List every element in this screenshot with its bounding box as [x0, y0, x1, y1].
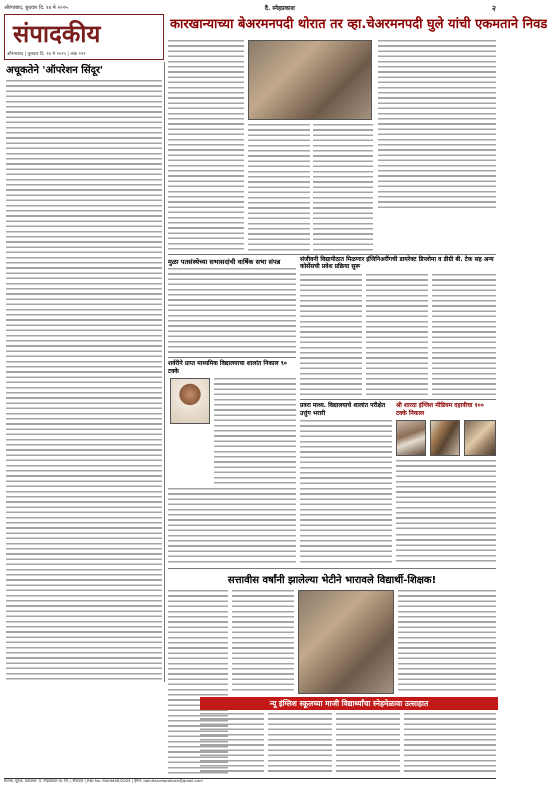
engineering-headline: संजीवनी विद्यापीठात मिळणार इंजिनिअरींगची डायरेक्ट डिप्लोमा व डीग्री बी. टेक सह अन्य कोर्सेसची प्रवेश प्रक्रिया सुरू [300, 256, 494, 270]
news-column-7 [396, 534, 496, 564]
column-divider [164, 62, 165, 682]
society-body [168, 268, 296, 354]
masthead-title: संपादकीय [13, 19, 101, 48]
reunion-body-5 [268, 713, 332, 775]
topper-photo-3 [464, 420, 496, 456]
reunion-banner: न्यू इंग्लिश स्कूलच्या माजी विद्यार्थ्यांचा स्नेहमेळावा उत्साहात [200, 697, 498, 710]
date-line: औरंगाबाद, बुधवार दि. १४ मे २०२५ [4, 5, 68, 11]
reunion-body-6 [336, 713, 400, 775]
section-divider [168, 357, 296, 358]
editorial-masthead [4, 14, 164, 60]
reunion-body-7 [404, 713, 496, 775]
topper-photo-2 [430, 420, 460, 456]
page-number: २ [491, 3, 496, 13]
engineering-body-2 [366, 274, 428, 396]
school-result-body [300, 420, 392, 484]
sharda-body [396, 460, 496, 530]
editorial-headline: अचूकतेने 'ऑपरेशन सिंदूर' [6, 65, 104, 76]
news-column-3 [313, 124, 373, 252]
reunion-body-3 [398, 590, 496, 694]
news-column-4 [378, 40, 496, 208]
news-column-5 [168, 488, 296, 564]
topper-photo-1 [396, 420, 426, 456]
top-headline: कारखान्याच्या बेअरमनपदी थोरात तर व्हा.चेअरमनपदी घुले यांची एकमताने निवड [170, 14, 496, 36]
society-headline: मुळा पतसंस्थेच्या सभासदांची वार्षिक सभा संपन्न [168, 258, 281, 266]
news-column-6 [300, 488, 392, 564]
election-photo [248, 40, 372, 120]
engineering-body-3 [432, 274, 496, 396]
section-divider [168, 254, 496, 255]
student-portrait [170, 378, 210, 424]
paper-name: दै. स्नेहप्रकाश [264, 5, 295, 12]
page-header-bar [4, 3, 496, 13]
school-result-headline: प्रवरा माध्य. विद्यालयाचे शालांत परीक्षेत उत्तुंग भरारी [300, 402, 386, 417]
masthead-subline: औरंगाबाद | बुधवार दि. १४ मे २०२५ | अंक ११२ [7, 52, 86, 57]
news-column-2 [248, 124, 310, 252]
engineering-body-1 [300, 274, 362, 396]
student-result-headline: शर्वरीने प्राप्त माध्यमिक विद्यालयाचा शालांत निकाल ९० टक्के [168, 360, 287, 375]
reunion-photo [298, 590, 394, 694]
reunion-headline: सत्तावीस वर्षांनी झालेल्या भेटीने भारावले विद्यार्थी-शिक्षक! [227, 575, 437, 586]
news-column-1 [168, 40, 244, 252]
student-result-body [214, 378, 296, 484]
reunion-body-2 [232, 590, 294, 694]
section-divider [168, 568, 496, 569]
publication-footer: मालक, मुद्रक, प्रकाशक: दै. स्नेहप्रकाश प्रा. लि. | संपादक | RNI No. MAHMAR/2005 | ईमेल: dainiksnehprakash@gmail.com [4, 778, 496, 792]
reunion-body-4 [200, 713, 264, 775]
editorial-body [6, 80, 162, 680]
sharda-headline: श्री शारदा इंग्लिश मीडियम दहावीचा १०० टक्के निकाल [396, 402, 484, 417]
section-divider [300, 399, 496, 400]
